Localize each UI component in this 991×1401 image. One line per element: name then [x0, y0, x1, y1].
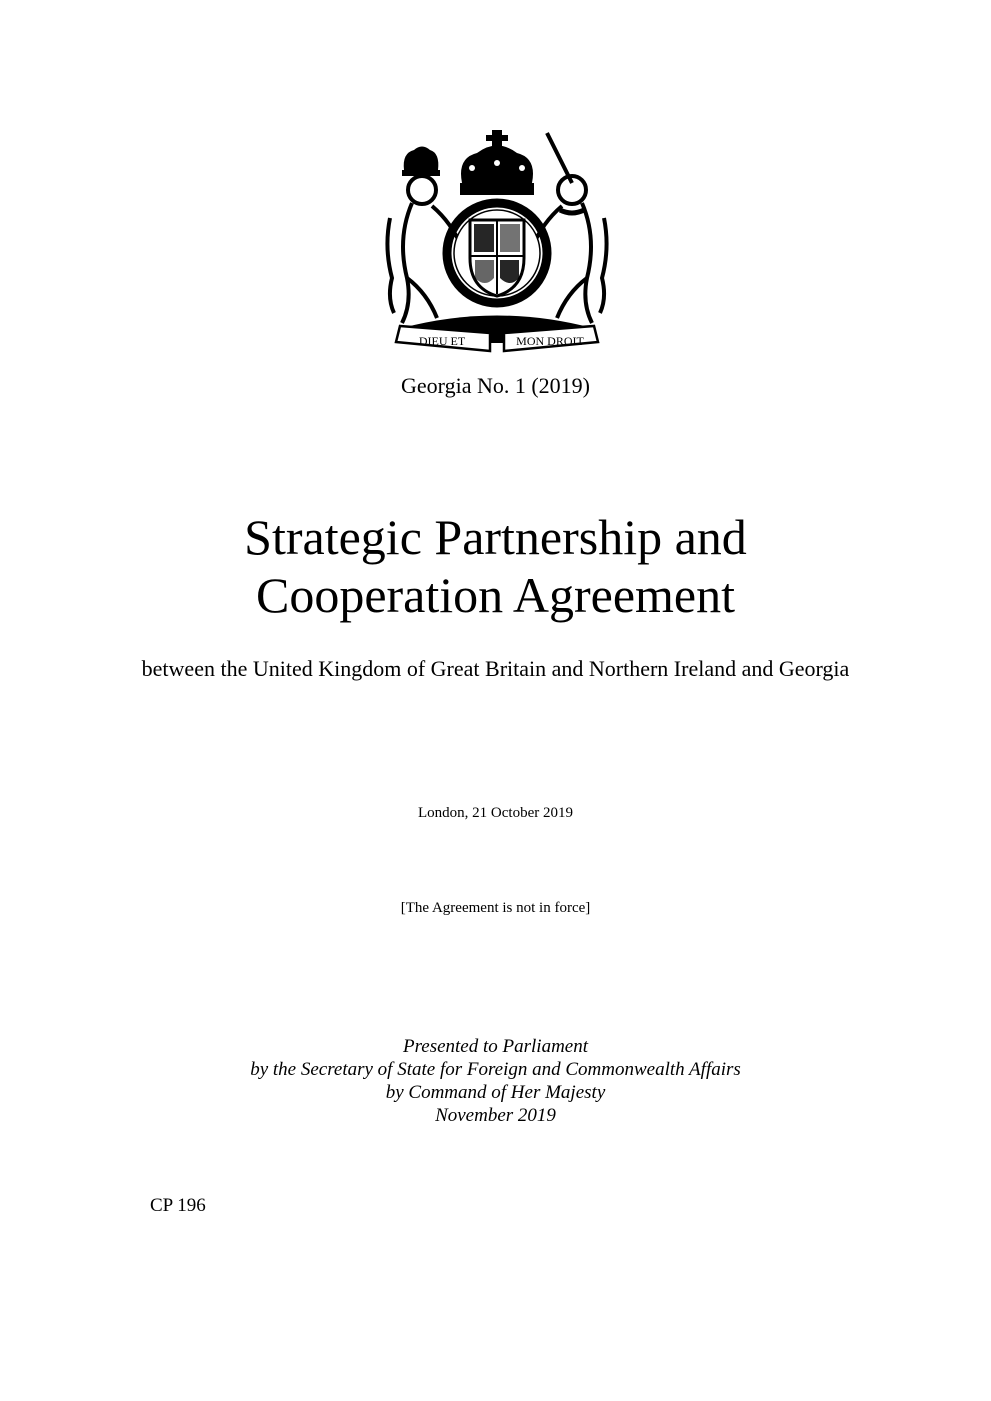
- series-label: Georgia No. 1 (2019): [401, 373, 590, 398]
- title-line-1: Strategic Partnership and: [244, 509, 747, 565]
- royal-coat-of-arms-icon: [382, 128, 612, 358]
- document-subtitle: between the United Kingdom of Great Britain and Northern Ireland and Georgia: [141, 656, 850, 681]
- presentation-line-3: by Command of Her Majesty: [385, 1082, 606, 1103]
- presentation-line-4: November 2019: [435, 1105, 556, 1126]
- motto-left: DIEU ET: [418, 334, 466, 348]
- motto-right: MON DROIT: [516, 334, 584, 348]
- title-line-2: Cooperation Agreement: [255, 567, 736, 623]
- presentation-line-1: Presented to Parliament: [402, 1036, 589, 1057]
- crown-icon: [460, 130, 534, 195]
- document-title: [0, 508, 991, 624]
- agreement-status: [The Agreement is not in force]: [400, 900, 591, 916]
- presentation-line-2: by the Secretary of State for Foreign and Commonwealth Affairs: [250, 1059, 741, 1080]
- command-paper-number: CP 196: [150, 1195, 206, 1216]
- presentation-statement: [0, 1035, 991, 1127]
- shield-icon: [470, 220, 524, 296]
- place-and-date: London, 21 October 2019: [418, 805, 573, 821]
